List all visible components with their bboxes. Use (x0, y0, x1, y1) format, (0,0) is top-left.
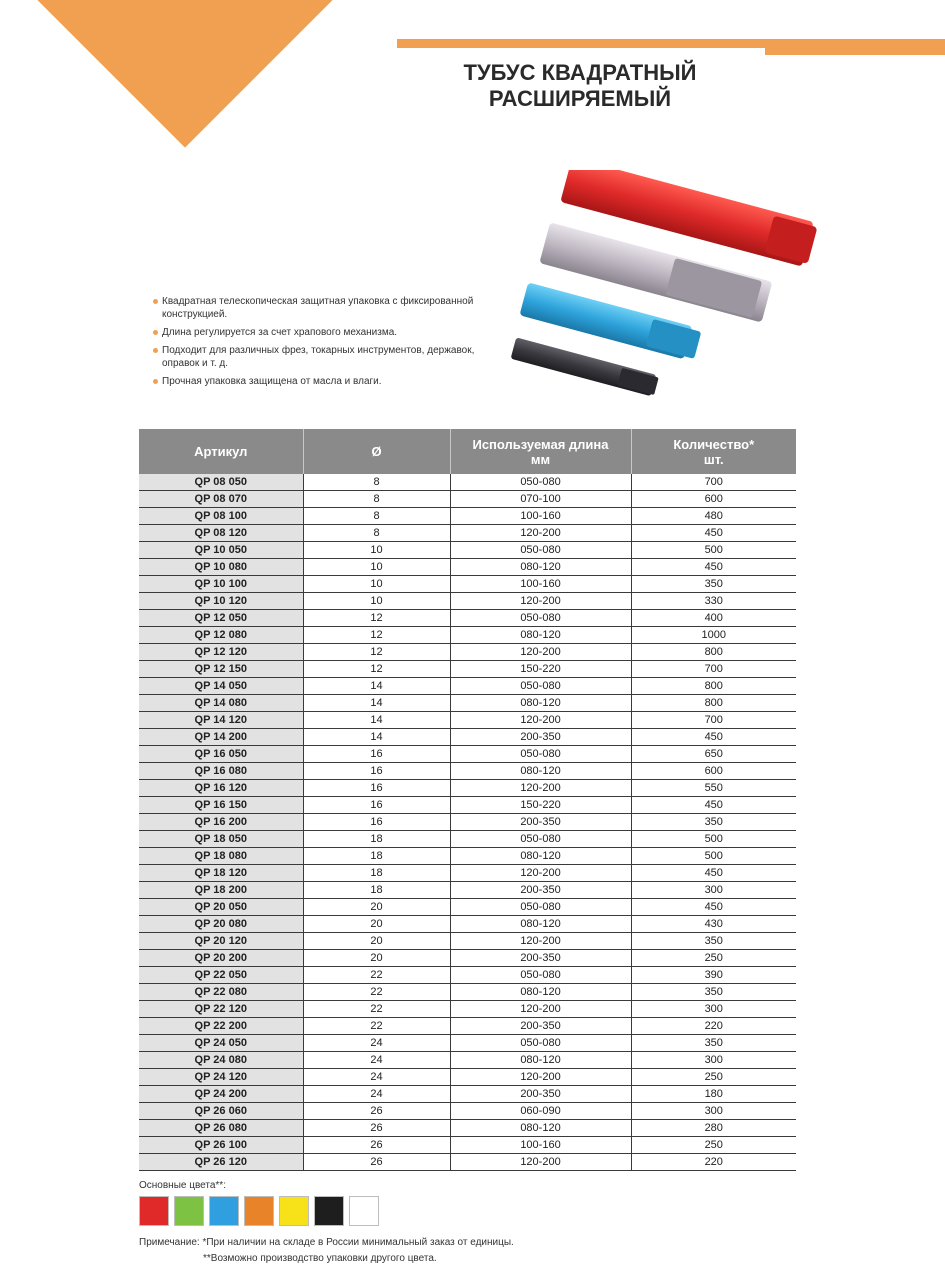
cell-length: 060-090 (450, 1103, 631, 1120)
cell-article: QP 20 200 (139, 950, 303, 967)
spec-table (139, 429, 796, 1171)
cell-article: QP 14 050 (139, 678, 303, 695)
cell-diameter: 18 (303, 865, 450, 882)
orange-diamond-decoration (22, 0, 347, 148)
cell-article: QP 24 120 (139, 1069, 303, 1086)
cell-length: 050-080 (450, 746, 631, 763)
cell-diameter: 24 (303, 1086, 450, 1103)
cell-length: 200-350 (450, 729, 631, 746)
cell-length: 120-200 (450, 1154, 631, 1171)
cell-quantity: 600 (631, 763, 796, 780)
cell-diameter: 26 (303, 1154, 450, 1171)
cell-length: 120-200 (450, 593, 631, 610)
color-swatch (349, 1196, 379, 1226)
table-row (139, 882, 796, 899)
cell-length: 050-080 (450, 610, 631, 627)
table-row (139, 865, 796, 882)
cell-article: QP 08 070 (139, 491, 303, 508)
table-row (139, 746, 796, 763)
cell-quantity: 350 (631, 933, 796, 950)
cell-article: QP 18 050 (139, 831, 303, 848)
cell-article: QP 24 200 (139, 1086, 303, 1103)
cell-diameter: 8 (303, 525, 450, 542)
page-title (380, 60, 780, 112)
cell-diameter: 10 (303, 576, 450, 593)
cell-article: QP 22 080 (139, 984, 303, 1001)
cell-length: 200-350 (450, 882, 631, 899)
header-length (450, 429, 631, 474)
cell-quantity: 500 (631, 848, 796, 865)
cell-diameter: 20 (303, 916, 450, 933)
orange-header-bar (397, 39, 945, 48)
cell-quantity: 350 (631, 814, 796, 831)
cell-diameter: 10 (303, 593, 450, 610)
color-swatch (279, 1196, 309, 1226)
cell-quantity: 450 (631, 865, 796, 882)
cell-quantity: 800 (631, 678, 796, 695)
table-row (139, 933, 796, 950)
cell-quantity: 650 (631, 746, 796, 763)
cell-article: QP 14 120 (139, 712, 303, 729)
cell-article: QP 22 200 (139, 1018, 303, 1035)
cell-length: 080-120 (450, 984, 631, 1001)
cell-diameter: 16 (303, 763, 450, 780)
cell-diameter: 16 (303, 746, 450, 763)
cell-article: QP 08 100 (139, 508, 303, 525)
cell-length: 120-200 (450, 644, 631, 661)
cell-quantity: 330 (631, 593, 796, 610)
cell-article: QP 08 120 (139, 525, 303, 542)
cell-length: 100-160 (450, 1137, 631, 1154)
cell-quantity: 550 (631, 780, 796, 797)
cell-quantity: 390 (631, 967, 796, 984)
cell-length: 200-350 (450, 814, 631, 831)
cell-quantity: 350 (631, 984, 796, 1001)
cell-article: QP 10 100 (139, 576, 303, 593)
cell-length: 100-160 (450, 508, 631, 525)
cell-article: QP 12 120 (139, 644, 303, 661)
cell-quantity: 450 (631, 525, 796, 542)
table-header-row (139, 429, 796, 474)
table-body (139, 474, 796, 1171)
color-swatch (209, 1196, 239, 1226)
table-row (139, 610, 796, 627)
table-row (139, 661, 796, 678)
cell-article: QP 08 050 (139, 474, 303, 491)
table-row (139, 1137, 796, 1154)
cell-quantity: 280 (631, 1120, 796, 1137)
cell-quantity: 700 (631, 474, 796, 491)
cell-diameter: 18 (303, 831, 450, 848)
cell-quantity: 450 (631, 559, 796, 576)
cell-diameter: 16 (303, 797, 450, 814)
cell-length: 150-220 (450, 661, 631, 678)
table-row (139, 474, 796, 491)
cell-length: 200-350 (450, 1086, 631, 1103)
cell-length: 050-080 (450, 899, 631, 916)
cell-quantity: 300 (631, 882, 796, 899)
table-row (139, 984, 796, 1001)
header-length-line1: Используемая длина (472, 436, 609, 452)
table-row (139, 593, 796, 610)
cell-article: QP 22 050 (139, 967, 303, 984)
table-row (139, 967, 796, 984)
table-row (139, 559, 796, 576)
cell-diameter: 26 (303, 1120, 450, 1137)
table-row (139, 576, 796, 593)
cell-diameter: 20 (303, 950, 450, 967)
cell-article: QP 18 080 (139, 848, 303, 865)
table-row (139, 712, 796, 729)
color-swatch (244, 1196, 274, 1226)
cell-diameter: 12 (303, 610, 450, 627)
table-row (139, 848, 796, 865)
color-swatch (314, 1196, 344, 1226)
cell-article: QP 26 060 (139, 1103, 303, 1120)
cell-length: 080-120 (450, 763, 631, 780)
table-row (139, 491, 796, 508)
table-row (139, 780, 796, 797)
cell-article: QP 20 050 (139, 899, 303, 916)
table-row (139, 678, 796, 695)
cell-article: QP 18 120 (139, 865, 303, 882)
cell-diameter: 8 (303, 491, 450, 508)
cell-quantity: 180 (631, 1086, 796, 1103)
orange-header-bar-secondary (765, 48, 945, 55)
cell-quantity: 220 (631, 1018, 796, 1035)
cell-length: 200-350 (450, 950, 631, 967)
cell-article: QP 12 150 (139, 661, 303, 678)
cell-length: 120-200 (450, 1069, 631, 1086)
cell-quantity: 800 (631, 695, 796, 712)
cell-article: QP 10 080 (139, 559, 303, 576)
header-diameter: Ø (303, 429, 450, 474)
cell-diameter: 16 (303, 780, 450, 797)
cell-diameter: 22 (303, 1018, 450, 1035)
cell-diameter: 18 (303, 848, 450, 865)
cell-article: QP 20 080 (139, 916, 303, 933)
cell-article: QP 10 050 (139, 542, 303, 559)
table-row (139, 899, 796, 916)
header-article: Артикул (139, 429, 303, 474)
table-row (139, 1086, 796, 1103)
cell-article: QP 16 080 (139, 763, 303, 780)
cell-article: QP 16 050 (139, 746, 303, 763)
table-row (139, 695, 796, 712)
table-row (139, 797, 796, 814)
cell-diameter: 16 (303, 814, 450, 831)
cell-diameter: 18 (303, 882, 450, 899)
cell-diameter: 12 (303, 644, 450, 661)
feature-item: Подходит для различных фрез, токарных инструментов, державок, оправок и т. д. (150, 344, 500, 370)
cell-length: 120-200 (450, 780, 631, 797)
cell-diameter: 22 (303, 984, 450, 1001)
cell-article: QP 12 050 (139, 610, 303, 627)
cell-quantity: 500 (631, 542, 796, 559)
cell-quantity: 300 (631, 1001, 796, 1018)
table-row (139, 1052, 796, 1069)
cell-length: 050-080 (450, 474, 631, 491)
table-row (139, 1035, 796, 1052)
cell-article: QP 22 120 (139, 1001, 303, 1018)
cell-length: 070-100 (450, 491, 631, 508)
cell-article: QP 24 050 (139, 1035, 303, 1052)
cell-quantity: 600 (631, 491, 796, 508)
cell-diameter: 14 (303, 695, 450, 712)
cell-diameter: 24 (303, 1069, 450, 1086)
cell-length: 100-160 (450, 576, 631, 593)
cell-quantity: 500 (631, 831, 796, 848)
cell-quantity: 250 (631, 1069, 796, 1086)
cell-length: 050-080 (450, 678, 631, 695)
feature-item: Квадратная телескопическая защитная упаковка с фиксированной конструкцией. (150, 295, 500, 321)
feature-item: Длина регулируется за счет храпового механизма. (150, 326, 500, 339)
cell-length: 080-120 (450, 695, 631, 712)
cell-diameter: 20 (303, 899, 450, 916)
cell-article: QP 14 200 (139, 729, 303, 746)
cell-length: 080-120 (450, 1052, 631, 1069)
cell-quantity: 700 (631, 661, 796, 678)
cell-diameter: 8 (303, 508, 450, 525)
cell-article: QP 16 200 (139, 814, 303, 831)
feature-item: Прочная упаковка защищена от масла и влаги. (150, 375, 500, 388)
color-swatch (174, 1196, 204, 1226)
color-swatch (139, 1196, 169, 1226)
table-row (139, 763, 796, 780)
cell-article: QP 26 100 (139, 1137, 303, 1154)
cell-article: QP 14 080 (139, 695, 303, 712)
cell-quantity: 700 (631, 712, 796, 729)
cell-quantity: 350 (631, 1035, 796, 1052)
cell-quantity: 800 (631, 644, 796, 661)
header-length-line2: мм (530, 451, 551, 467)
cell-article: QP 10 120 (139, 593, 303, 610)
table-row (139, 1154, 796, 1171)
header-quantity (631, 429, 796, 474)
cell-length: 200-350 (450, 1018, 631, 1035)
cell-quantity: 480 (631, 508, 796, 525)
cell-length: 050-080 (450, 967, 631, 984)
table-row (139, 950, 796, 967)
table-row (139, 1001, 796, 1018)
cell-article: QP 26 120 (139, 1154, 303, 1171)
cell-quantity: 450 (631, 899, 796, 916)
header-qty-line2: шт. (703, 451, 724, 467)
cell-article: QP 24 080 (139, 1052, 303, 1069)
cell-diameter: 22 (303, 1001, 450, 1018)
footnote-2: **Возможно производство упаковки другого цвета. (203, 1253, 437, 1264)
table-row (139, 644, 796, 661)
table-row (139, 525, 796, 542)
cell-length: 080-120 (450, 627, 631, 644)
cell-diameter: 14 (303, 712, 450, 729)
table-row (139, 1069, 796, 1086)
cell-article: QP 20 120 (139, 933, 303, 950)
table-row (139, 1018, 796, 1035)
cell-article: QP 12 080 (139, 627, 303, 644)
table-row (139, 729, 796, 746)
cell-quantity: 450 (631, 797, 796, 814)
cell-diameter: 20 (303, 933, 450, 950)
cell-length: 080-120 (450, 1120, 631, 1137)
title-line-1: ТУБУС КВАДРАТНЫЙ (463, 60, 697, 85)
cell-quantity: 250 (631, 1137, 796, 1154)
cell-diameter: 14 (303, 729, 450, 746)
cell-length: 120-200 (450, 933, 631, 950)
cell-length: 050-080 (450, 831, 631, 848)
color-swatches (139, 1196, 379, 1226)
table-row (139, 1103, 796, 1120)
cell-length: 120-200 (450, 712, 631, 729)
cell-diameter: 26 (303, 1103, 450, 1120)
table-row (139, 542, 796, 559)
cell-quantity: 300 (631, 1103, 796, 1120)
cell-diameter: 10 (303, 559, 450, 576)
cell-length: 050-080 (450, 542, 631, 559)
cell-diameter: 12 (303, 627, 450, 644)
cell-length: 150-220 (450, 797, 631, 814)
cell-diameter: 22 (303, 967, 450, 984)
cell-length: 120-200 (450, 525, 631, 542)
feature-list (150, 295, 500, 393)
cell-quantity: 430 (631, 916, 796, 933)
cell-quantity: 220 (631, 1154, 796, 1171)
title-line-2: РАСШИРЯЕМЫЙ (488, 86, 672, 111)
cell-quantity: 450 (631, 729, 796, 746)
table-row (139, 627, 796, 644)
table-row (139, 508, 796, 525)
cell-quantity: 350 (631, 576, 796, 593)
cell-article: QP 16 120 (139, 780, 303, 797)
table-row (139, 814, 796, 831)
cell-length: 080-120 (450, 559, 631, 576)
cell-diameter: 8 (303, 474, 450, 491)
cell-length: 080-120 (450, 916, 631, 933)
cell-length: 120-200 (450, 1001, 631, 1018)
cell-quantity: 250 (631, 950, 796, 967)
cell-diameter: 26 (303, 1137, 450, 1154)
cell-length: 080-120 (450, 848, 631, 865)
cell-diameter: 14 (303, 678, 450, 695)
cell-quantity: 400 (631, 610, 796, 627)
cell-diameter: 12 (303, 661, 450, 678)
cell-length: 050-080 (450, 1035, 631, 1052)
cell-quantity: 300 (631, 1052, 796, 1069)
cell-diameter: 24 (303, 1052, 450, 1069)
cell-article: QP 26 080 (139, 1120, 303, 1137)
cell-article: QP 16 150 (139, 797, 303, 814)
header-qty-line1: Количество* (673, 436, 755, 452)
cell-quantity: 1000 (631, 627, 796, 644)
product-image (500, 170, 830, 410)
cell-diameter: 24 (303, 1035, 450, 1052)
colors-label: Основные цвета**: (139, 1180, 226, 1191)
cell-diameter: 10 (303, 542, 450, 559)
cell-length: 120-200 (450, 865, 631, 882)
footnote-1: Примечание: *При наличии на складе в России минимальный заказ от единицы. (139, 1237, 514, 1248)
cell-article: QP 18 200 (139, 882, 303, 899)
table-row (139, 916, 796, 933)
table-row (139, 831, 796, 848)
table-row (139, 1120, 796, 1137)
